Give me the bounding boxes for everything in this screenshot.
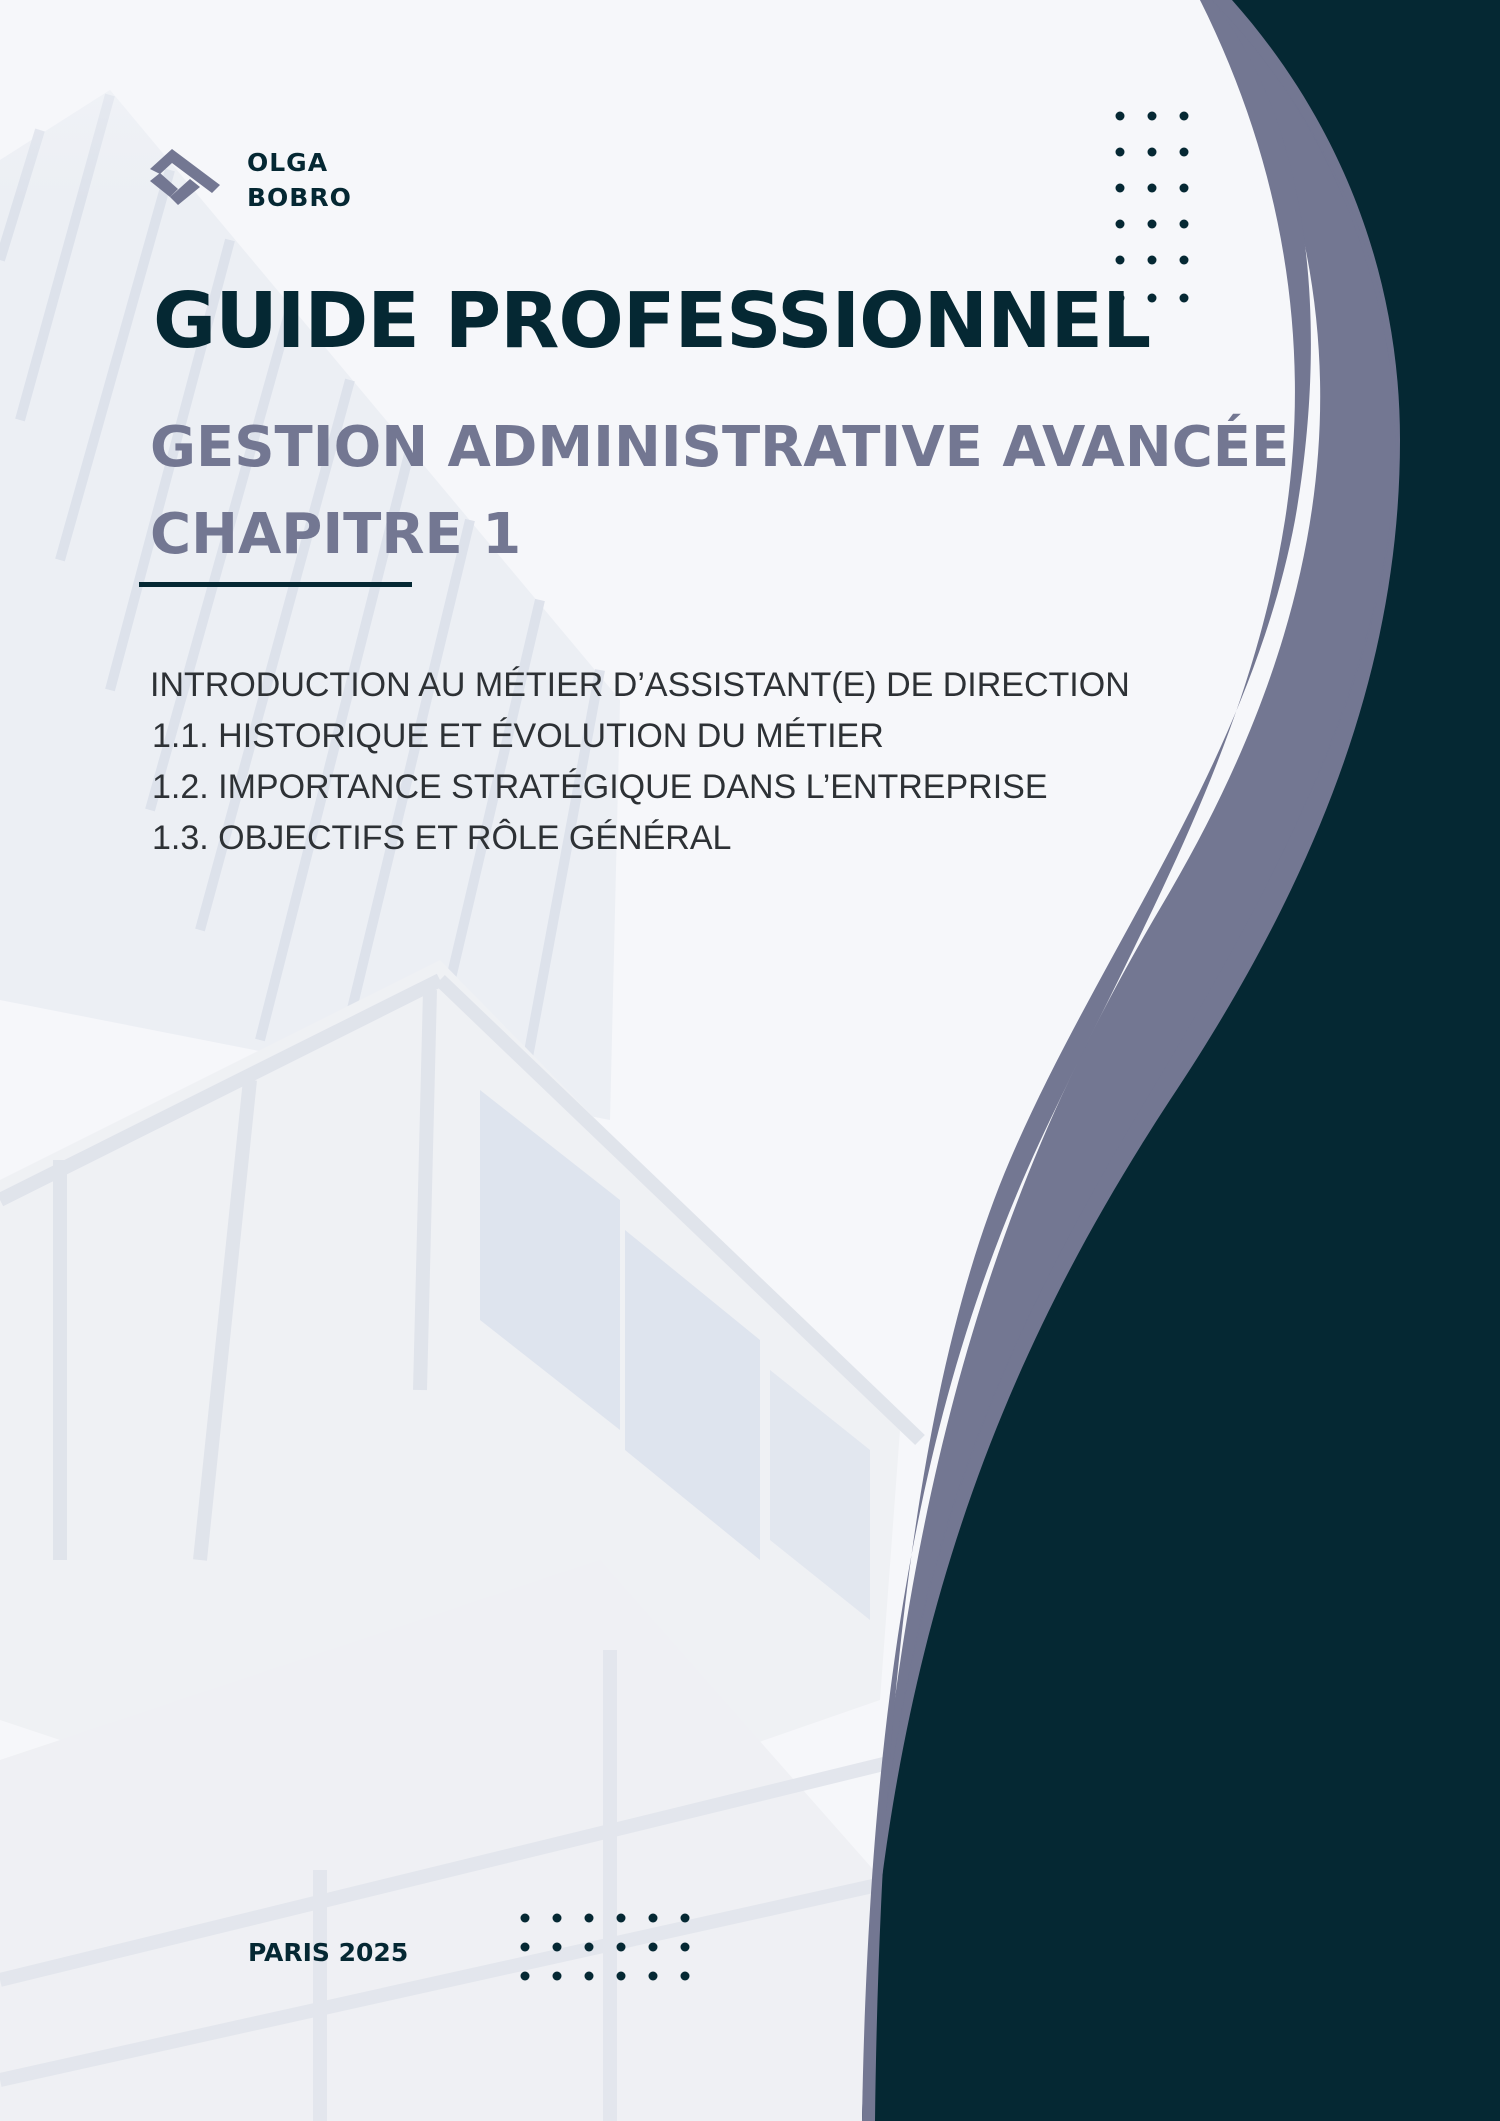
subtitle-line1: GESTION ADMINISTRATIVE AVANCÉE <box>150 415 1290 480</box>
footer-place-date: PARIS 2025 <box>248 1938 409 1967</box>
table-of-contents <box>150 660 1200 864</box>
toc-item: 1.2. IMPORTANCE STRATÉGIQUE DANS L’ENTREPRISE <box>152 768 1048 806</box>
toc-item: 1.1. HISTORIQUE ET ÉVOLUTION DU MÉTIER <box>152 717 884 755</box>
chevron-roof-logo-icon <box>150 149 224 211</box>
title-underline <box>139 582 412 587</box>
document-title: GUIDE PROFESSIONNEL <box>153 277 1151 366</box>
subtitle-line2: CHAPITRE 1 <box>150 502 522 567</box>
brand-name-line2: BOBRO <box>247 183 352 212</box>
brand-name-line1: OLGA <box>247 148 329 177</box>
toc-item: 1.3. OBJECTIFS ET RÔLE GÉNÉRAL <box>152 819 732 857</box>
toc-heading: INTRODUCTION AU MÉTIER D’ASSISTANT(E) DE DIRECTION <box>150 666 1130 704</box>
dot-grid-decoration-bottom <box>518 1912 698 1982</box>
brand-name <box>247 145 407 215</box>
document-subtitle <box>150 404 1300 578</box>
